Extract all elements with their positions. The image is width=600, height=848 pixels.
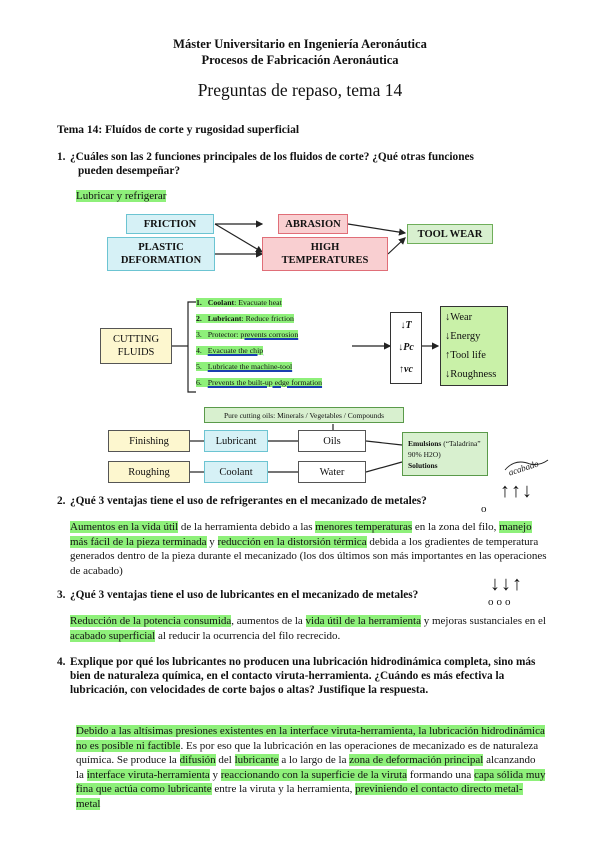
q3-answer: [70, 614, 548, 643]
q2-note-circle: o: [481, 503, 487, 515]
lubricant-box: Lubricant: [204, 430, 268, 452]
q2-answer-segment: Aumentos en la vida útil: [70, 521, 179, 533]
q4-answer-segment: formando una: [407, 768, 474, 781]
effect-wear: ↓Wear: [445, 312, 473, 323]
q2-text: ¿Qué 3 ventajas tiene el uso de refrigerantes en el mecanizado de metales?: [70, 495, 427, 507]
q3-note-circles: ooo: [488, 596, 514, 608]
oils-box: Oils: [298, 430, 366, 452]
q1-answer-text: Lubricar y refrigerar: [76, 190, 167, 202]
q2-answer-segment: en la zona del filo,: [412, 521, 500, 533]
topic-heading: Tema 14: Fluídos de corte y rugosidad superficial: [57, 124, 300, 136]
q4-answer-segment: Debido a las altísimas presiones existentes en la interface viruta-herramienta, la lubricación hidrodinámica no es posible ni factible: [76, 725, 545, 752]
function-item-3: 3. Protector: prevents corrosion: [196, 330, 299, 339]
q4-answer-segment: interface viruta-herramienta: [86, 768, 210, 781]
q4-text: Explique por qué los lubricantes no producen una lubricación hidrodinámica completa, sino más bien de naturaleza química, en el contacto viruta-herramienta. ¿Cuándo es más efectiva la lubricación, con velocidades de corte bajos o altas? Justifique la respuesta.: [70, 656, 536, 696]
q3-answer-segment: acabado superficial: [70, 629, 156, 642]
q3-answer-segment: , aumentos de la: [231, 615, 306, 627]
q2-answer-segment: manejo más fácil de la pieza terminada: [70, 521, 532, 548]
plastic-label-1: PLASTIC: [138, 242, 184, 253]
parameters-box: [390, 312, 422, 384]
effect-roughness: ↓Roughness: [445, 369, 497, 380]
q2-answer-segment: menores temperaturas: [315, 521, 413, 533]
q2-answer-segment: reducción en la distorsión térmica: [217, 535, 367, 548]
q4-number: 4.: [57, 656, 66, 668]
q3-number: 3.: [57, 589, 66, 601]
tool-wear-box: TOOL WEAR: [407, 224, 493, 244]
cutting-label-1: CUTTING: [112, 334, 160, 345]
q4-answer-segment: y: [209, 768, 221, 781]
high-label-2: TEMPERATURES: [281, 255, 369, 266]
q2-note-arrows: ↑↑↓: [500, 480, 533, 502]
high-temperatures-box: [262, 237, 388, 271]
plastic-label-2: DEFORMATION: [120, 255, 202, 266]
page-title: Preguntas de repaso, tema 14: [197, 80, 403, 100]
header-line-1: Máster Universitario en Ingeniería Aeronáutica: [173, 37, 427, 51]
q4-answer-segment: alcanzando la: [76, 754, 536, 781]
q3-answer-segment: vida útil de la herramienta: [305, 615, 421, 627]
q3-answer-segment: al reducir la ocurrencia del filo recrecido.: [155, 629, 341, 642]
plastic-deformation-box: [107, 237, 215, 271]
q4-answer-segment: zona de deformación principal: [349, 754, 484, 767]
emulsions-box: [402, 432, 488, 476]
note-acabado: acabado: [507, 458, 540, 478]
header-line-2: Procesos de Fabricación Aeronáutica: [201, 53, 399, 67]
function-item-5: 5. Lubricate the machine-tool: [196, 362, 293, 371]
q1-number: 1.: [57, 151, 66, 163]
solutions-label: Solutions: [408, 460, 438, 470]
q2-answer: [70, 520, 547, 578]
abrasion-box: ABRASION: [278, 214, 348, 234]
speed-symbol: ↑vc: [399, 364, 413, 375]
function-item-4: 4. Evacuate the chip: [196, 346, 264, 355]
q4-answer-segment: del: [215, 754, 235, 767]
q3-answer-segment: y mejoras sustanciales en el: [420, 615, 546, 627]
pure-oils-box: Pure cutting oils: Minerals / Vegetables / Compounds: [204, 407, 404, 423]
roughing-box: Roughing: [108, 461, 190, 483]
cutting-label-2: FLUIDS: [117, 347, 155, 358]
cutting-fluids-box: [100, 328, 172, 364]
q3-note-arrows: ↓↓↑: [490, 573, 523, 595]
finishing-box: Finishing: [108, 430, 190, 452]
q4-answer-segment: a lo largo de la: [278, 754, 350, 767]
q3-text: ¿Qué 3 ventajas tiene el uso de lubricantes en el mecanizado de metales?: [70, 589, 419, 601]
function-item-6: 6. Prevents the built-up edge formation: [196, 378, 323, 387]
q4-answer-segment: . Es por eso que la lubricación en las operaciones de mecanizado es de naturaleza química. Se produce la: [76, 739, 539, 767]
q2-answer-segment: y: [206, 535, 218, 548]
emulsions-percent: 90% H2O): [408, 449, 441, 459]
high-label-1: HIGH: [310, 242, 340, 253]
q2-number: 2.: [57, 495, 66, 507]
function-item-1: 1. Coolant: Evacuate heat: [196, 298, 282, 307]
q1-text-line-2: pueden desempeñar?: [78, 165, 180, 177]
friction-box: FRICTION: [126, 214, 214, 234]
q4-answer-segment: entre la viruta y la herramienta,: [211, 783, 356, 796]
effect-energy: ↓Energy: [445, 331, 481, 342]
q1-text-line-1: ¿Cuáles son las 2 funciones principales de los fluidos de corte? ¿Qué otras funciones: [70, 151, 474, 163]
q3-answer-segment: Reducción de la potencia consumida: [70, 615, 232, 627]
emulsions-label: Emulsions (“Taladrina”: [408, 438, 481, 448]
effect-tool-life: ↑Tool life: [445, 350, 486, 361]
q2-answer-segment: debida a los gradientes de temperatura generados dentro de la pieza durante el mecanizado (los dos últimos son más importantes en las operaciones de acabado): [70, 535, 547, 577]
q4-answer-segment: lubricante: [234, 754, 279, 767]
coolant-box: Coolant: [204, 461, 268, 483]
temperature-symbol: ↓T: [400, 320, 412, 331]
effects-box: [440, 306, 508, 386]
q4-answer-segment: difusión: [179, 754, 216, 767]
q4-answer-segment: previniendo el contacto directo metal-metal: [76, 783, 523, 810]
q2-answer-segment: de la herramienta debido a las: [178, 521, 316, 533]
q4-answer-segment: capa sólida muy fina que actúa como lubricante: [76, 768, 546, 796]
function-item-2: 2. Lubricant: Reduce friction: [196, 314, 294, 323]
q4-answer-segment: reaccionando con la superficie de la viruta: [220, 768, 408, 781]
water-box: Water: [298, 461, 366, 483]
q4-answer: [76, 724, 546, 812]
force-symbol: ↓Pc: [398, 342, 414, 353]
